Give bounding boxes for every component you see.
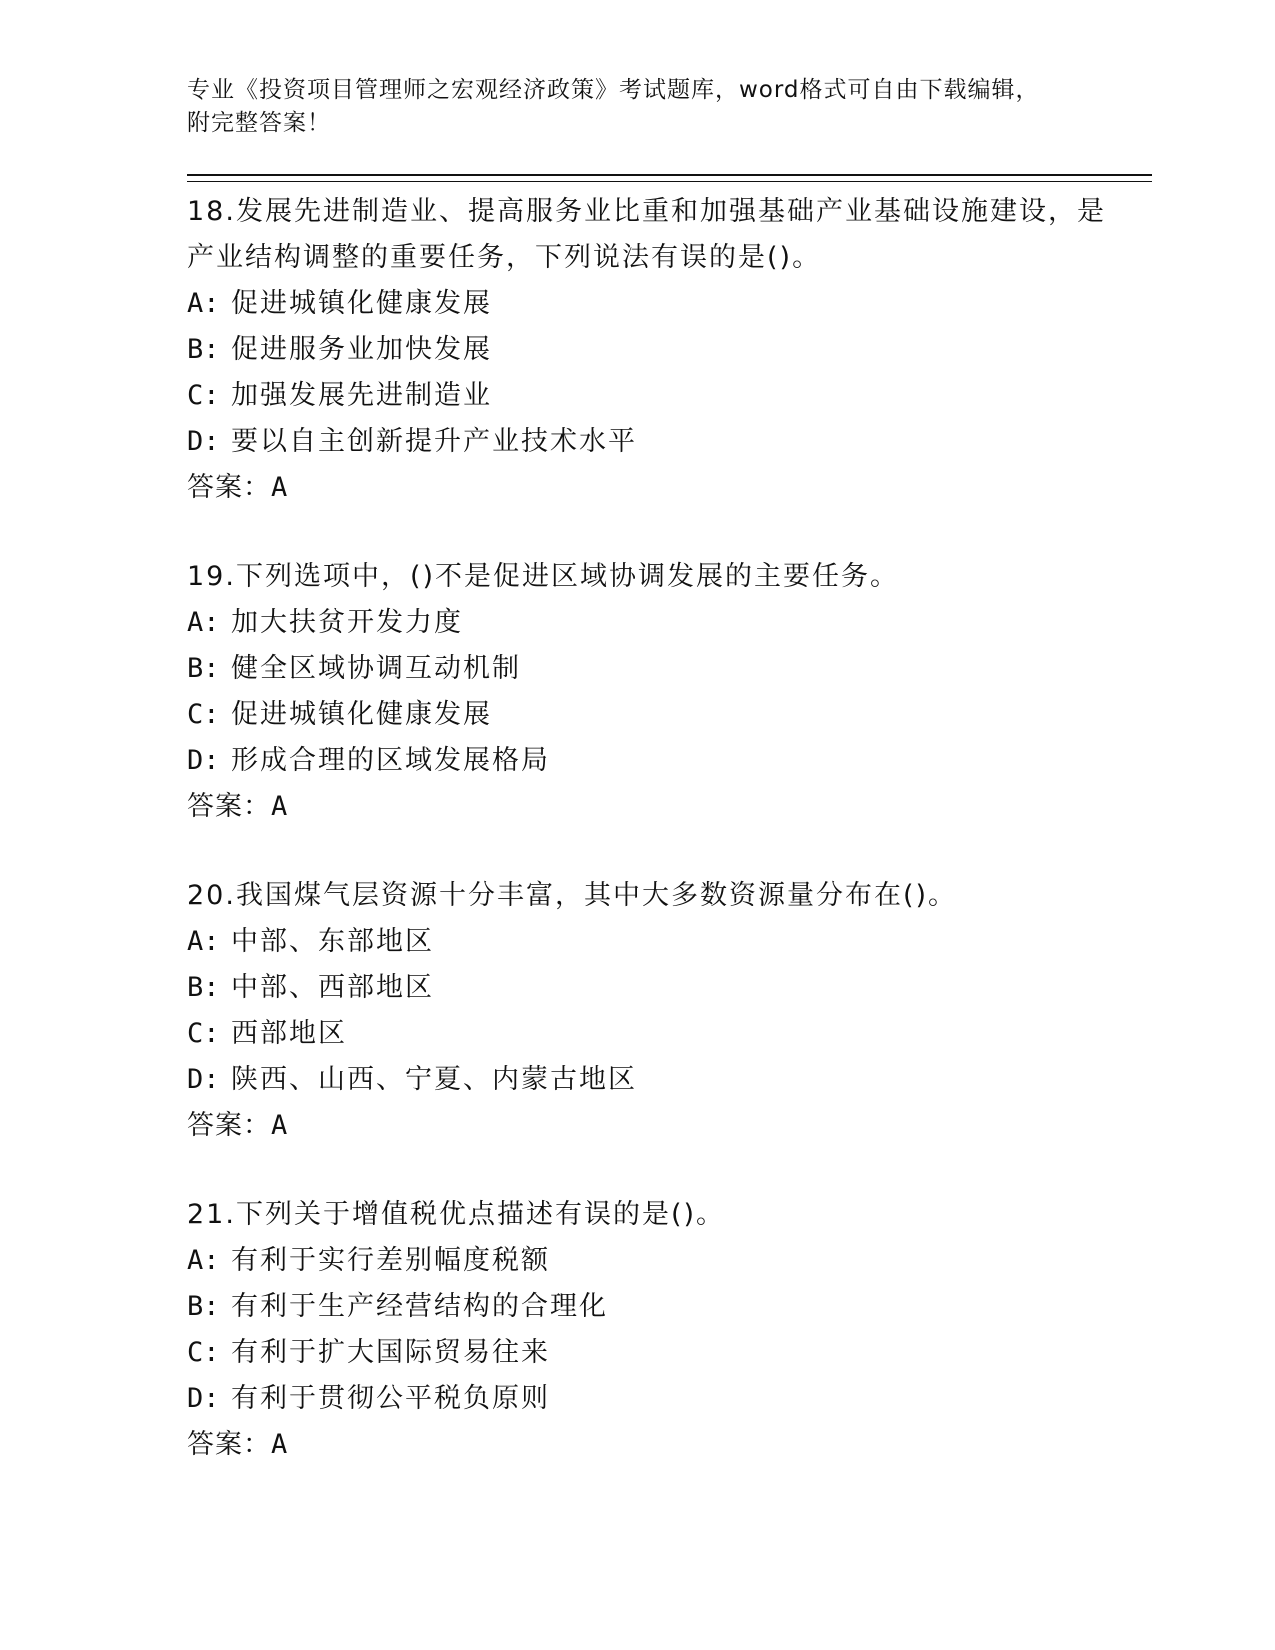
option-key: C: [187, 1337, 220, 1368]
option-key: B: [187, 334, 220, 365]
answer-value: A [271, 1110, 289, 1141]
answer-line [187, 1103, 1127, 1149]
option-c [187, 373, 1127, 419]
option-b [187, 1284, 1127, 1330]
answer-label: 答案： [187, 472, 271, 503]
option-key: B: [187, 1291, 220, 1322]
option-text: 有利于贯彻公平税负原则 [231, 1383, 550, 1414]
question-19 [187, 554, 1127, 830]
header-line-2: 附完整答案！ [187, 110, 331, 136]
option-d [187, 1057, 1127, 1103]
option-key: D: [187, 745, 220, 776]
option-text: 有利于实行差别幅度税额 [231, 1245, 550, 1276]
option-key: D: [187, 426, 220, 457]
question-list [187, 189, 1127, 1511]
option-a [187, 1238, 1127, 1284]
header-divider-thin [187, 181, 1152, 182]
option-b [187, 965, 1127, 1011]
option-text: 西部地区 [231, 1018, 347, 1049]
option-b [187, 646, 1127, 692]
option-text: 健全区域协调互动机制 [231, 653, 521, 684]
answer-value: A [271, 791, 289, 822]
question-stem: 18.发展先进制造业、提高服务业比重和加强基础产业基础设施建设，是产业结构调整的重要任务，下列说法有误的是()。 [187, 196, 1106, 273]
option-text: 陕西、山西、宁夏、内蒙古地区 [231, 1064, 637, 1095]
option-text: 中部、西部地区 [231, 972, 434, 1003]
option-c [187, 1011, 1127, 1057]
option-key: B: [187, 653, 220, 684]
option-d [187, 738, 1127, 784]
option-a [187, 281, 1127, 327]
option-b [187, 327, 1127, 373]
question-stem: 19.下列选项中，()不是促进区域协调发展的主要任务。 [187, 561, 900, 592]
answer-label: 答案： [187, 1110, 271, 1141]
question-20 [187, 873, 1127, 1149]
question-21 [187, 1192, 1127, 1468]
answer-label: 答案： [187, 791, 271, 822]
answer-label: 答案： [187, 1429, 271, 1460]
option-d [187, 419, 1127, 465]
option-d [187, 1376, 1127, 1422]
answer-line [187, 784, 1127, 830]
option-c [187, 1330, 1127, 1376]
option-text: 要以自主创新提升产业技术水平 [231, 426, 637, 457]
option-text: 形成合理的区域发展格局 [231, 745, 550, 776]
question-stem: 21.下列关于增值税优点描述有误的是()。 [187, 1199, 726, 1230]
option-key: B: [187, 972, 220, 1003]
option-key: C: [187, 699, 220, 730]
option-text: 加大扶贫开发力度 [231, 607, 463, 638]
option-key: D: [187, 1383, 220, 1414]
option-a [187, 600, 1127, 646]
header-divider-thick [187, 174, 1152, 176]
option-key: C: [187, 1018, 220, 1049]
option-key: A: [187, 607, 220, 638]
option-text: 有利于生产经营结构的合理化 [231, 1291, 608, 1322]
option-key: C: [187, 380, 220, 411]
option-text: 有利于扩大国际贸易往来 [231, 1337, 550, 1368]
answer-line [187, 1422, 1127, 1468]
option-text: 促进城镇化健康发展 [231, 699, 492, 730]
option-text: 加强发展先进制造业 [231, 380, 492, 411]
option-c [187, 692, 1127, 738]
option-text: 促进服务业加快发展 [231, 334, 492, 365]
question-stem: 20.我国煤气层资源十分丰富，其中大多数资源量分布在()。 [187, 880, 958, 911]
option-text: 中部、东部地区 [231, 926, 434, 957]
option-key: A: [187, 1245, 220, 1276]
question-18 [187, 189, 1127, 511]
document-header [187, 74, 1087, 140]
option-a [187, 919, 1127, 965]
answer-value: A [271, 472, 289, 503]
option-key: D: [187, 1064, 220, 1095]
header-line-1: 专业《投资项目管理师之宏观经济政策》考试题库，word格式可自由下载编辑， [187, 77, 1040, 103]
option-key: A: [187, 288, 220, 319]
answer-line [187, 465, 1127, 511]
option-text: 促进城镇化健康发展 [231, 288, 492, 319]
answer-value: A [271, 1429, 289, 1460]
option-key: A: [187, 926, 220, 957]
